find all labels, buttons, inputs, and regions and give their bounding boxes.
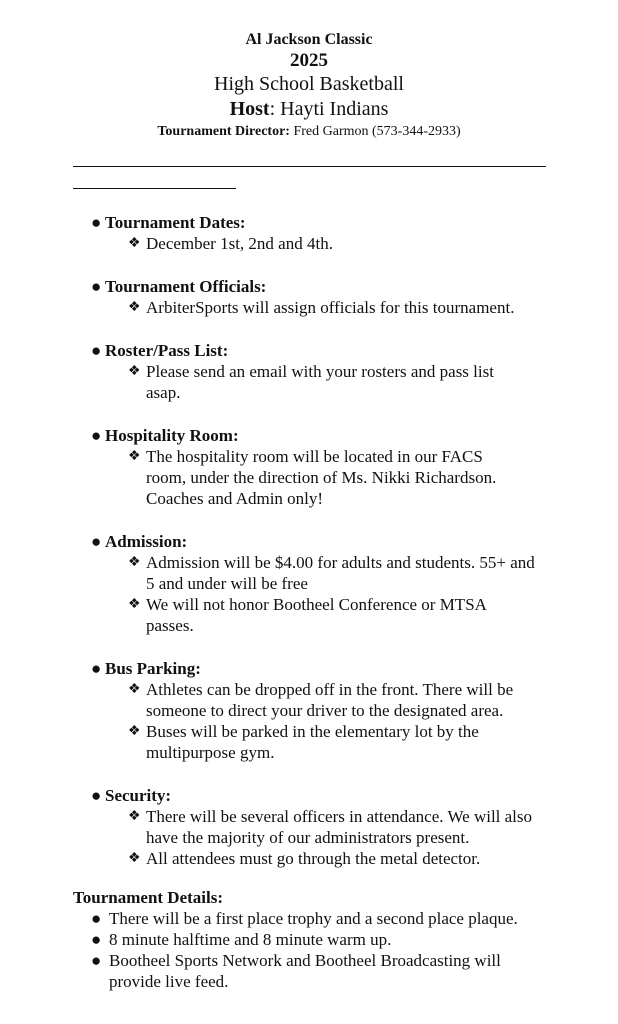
bullet-icon: ● [91,909,102,928]
section-hospitality-room [73,425,573,509]
document-header [0,30,618,142]
list-item: ❖ Please send an email with your rosters and pass list asap. [128,362,494,402]
detail-item: ● 8 minute halftime and 8 minute warm up. [91,930,392,949]
bullet-icon: ● [91,426,102,445]
list-item: ❖ The hospitality room will be located in our FACS room, under the direction of Ms. Nikki Richardson. Coaches and Admin only! [128,447,497,508]
bullet-icon: ● [91,930,102,949]
diamond-bullet-icon: ❖ [128,851,141,866]
list-item: ❖ ArbiterSports will assign officials for this tournament. [128,298,515,317]
section-title: Tournament Officials: [105,277,267,296]
section-title: Admission: [105,532,188,551]
tournament-details-title: Tournament Details: [73,888,224,907]
section-title: Tournament Dates: [105,213,246,232]
host-name: : Hayti Indians [269,98,389,120]
section-title: Bus Parking: [105,659,201,678]
section-title: Hospitality Room: [105,426,239,445]
diamond-bullet-icon: ❖ [128,597,141,612]
tournament-director [0,122,618,142]
section-title: Roster/Pass List: [105,341,229,360]
bullet-icon: ● [91,659,102,678]
section-tournament-dates [73,212,573,254]
list-item: ❖ December 1st, 2nd and 4th. [128,234,333,253]
event-name: Al Jackson Classic [245,31,373,48]
header-divider-line [73,166,546,167]
list-item: ❖ All attendees must go through the metal detector. [128,849,481,868]
director-name: Fred Garmon (573-344-2933) [289,124,461,139]
section-admission [73,531,573,636]
diamond-bullet-icon: ❖ [128,809,141,824]
bullet-icon: ● [91,277,102,296]
event-year: 2025 [290,50,328,71]
section-security [73,785,573,869]
list-item: ❖ We will not honor Bootheel Conference or MTSA passes. [128,595,486,635]
section-tournament-officials [73,276,573,318]
event-host [0,97,618,122]
section-bus-parking [73,658,573,763]
diamond-bullet-icon: ❖ [128,724,141,739]
diamond-bullet-icon: ❖ [128,682,141,697]
bullet-icon: ● [91,213,102,232]
diamond-bullet-icon: ❖ [128,449,141,464]
detail-item: ● There will be a first place trophy and a second place plaque. [91,909,518,928]
bullet-icon: ● [91,532,102,551]
diamond-bullet-icon: ❖ [128,236,141,251]
diamond-bullet-icon: ❖ [128,300,141,315]
director-label: Tournament Director: [157,124,290,139]
event-sport: High School Basketball [214,73,404,95]
diamond-bullet-icon: ❖ [128,364,141,379]
section-title: Security: [105,786,172,805]
list-item: ❖ Athletes can be dropped off in the front. There will be someone to direct your driver to the designated area. [128,680,514,720]
header-divider-short-line [73,188,236,189]
list-item: ❖ There will be several officers in attendance. We will also have the majority of our administrators present. [128,807,533,847]
document-body [73,212,573,992]
diamond-bullet-icon: ❖ [128,555,141,570]
bullet-icon: ● [91,951,102,970]
bullet-icon: ● [91,786,102,805]
host-label: Host [229,98,270,120]
bullet-icon: ● [91,341,102,360]
section-roster-pass-list [73,340,573,403]
list-item: ❖ Admission will be $4.00 for adults and students. 55+ and 5 and under will be free [128,553,535,593]
list-item: ❖ Buses will be parked in the elementary lot by the multipurpose gym. [128,722,479,762]
detail-item: ● Bootheel Sports Network and Bootheel Broadcasting will provide live feed. [91,951,501,991]
